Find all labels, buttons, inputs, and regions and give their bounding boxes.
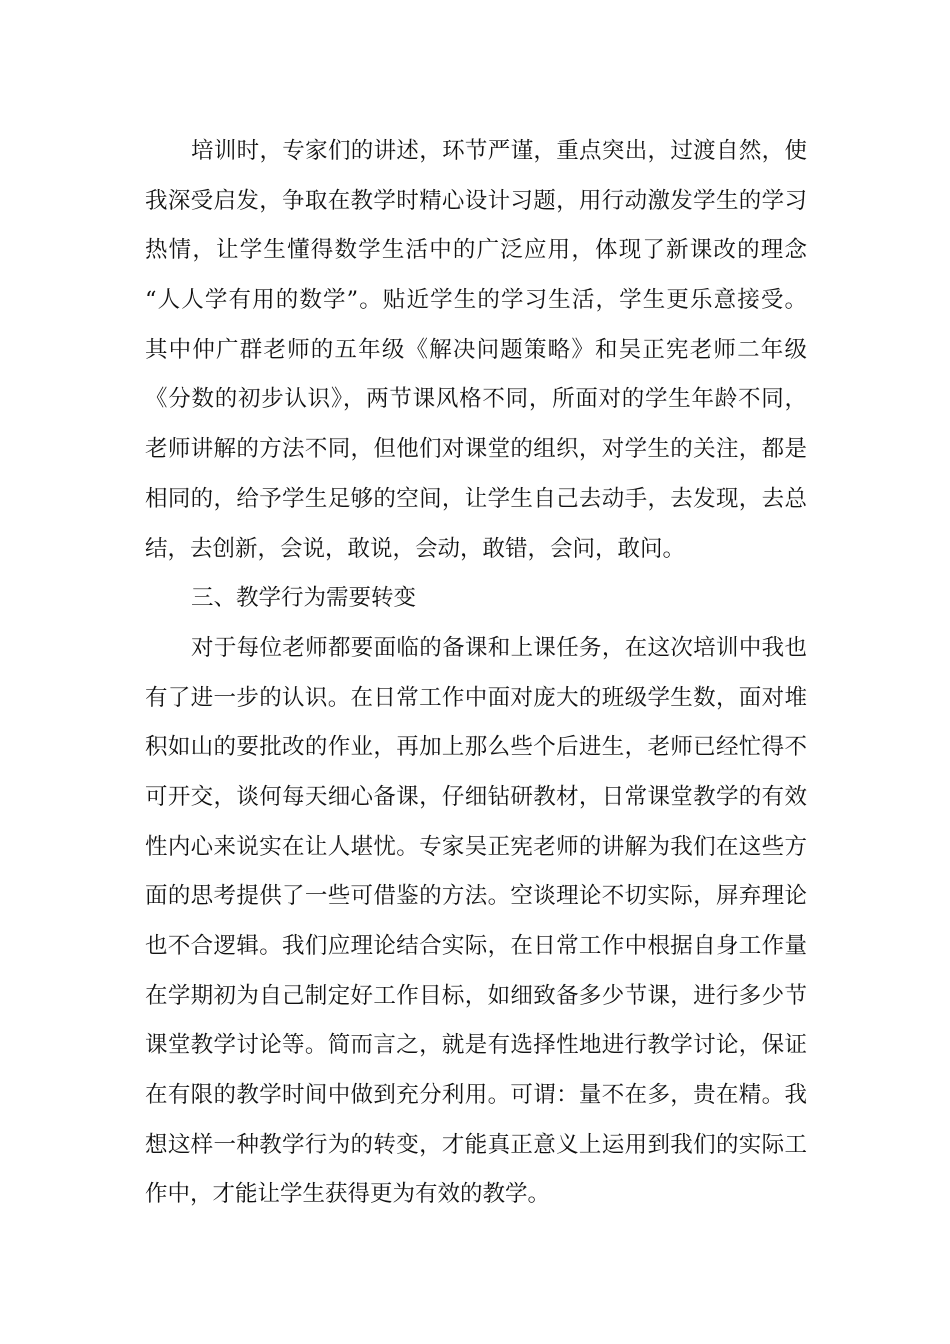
text-line: 想这样一种教学行为的转变，才能真正意义上运用到我们的实际工 (145, 1131, 807, 1158)
text-line: 《分数的初步认识》，两节课风格不同，所面对的学生年龄不同， (145, 386, 807, 413)
text-line: 性内心来说实在让人堪忧。专家吴正宪老师的讲解为我们在这些方 (145, 833, 807, 860)
text-line: 热情，让学生懂得数学生活中的广泛应用，体现了新课改的理念 (145, 237, 807, 264)
text-line: 结，去创新，会说，敢说，会动，敢错，会问，敢问。 (145, 535, 686, 562)
text-line: “人人学有用的数学”。贴近学生的学习生活，学生更乐意接受。 (145, 287, 807, 314)
text-line: 也不合逻辑。我们应理论结合实际，在日常工作中根据自身工作量 (145, 933, 807, 959)
text-line: 老师讲解的方法不同，但他们对课堂的组织，对学生的关注，都是 (145, 436, 807, 463)
text-line: 我深受启发，争取在教学时精心设计习题，用行动激发学生的学习 (145, 187, 807, 214)
text-line: 课堂教学讨论等。简而言之，就是有选择性地进行教学讨论，保证 (145, 1032, 807, 1059)
text-line: 相同的，给予学生足够的空间，让学生自己去动手，去发现，去总 (145, 485, 807, 512)
text-line: 作中，才能让学生获得更为有效的教学。 (145, 1181, 551, 1208)
text-line: 培训时，专家们的讲述，环节严谨，重点突出，过渡自然，使 (191, 138, 807, 164)
text-line: 积如山的要批改的作业，再加上那么些个后进生，老师已经忙得不 (145, 734, 807, 761)
text-line: 有了进一步的认识。在日常工作中面对庞大的班级学生数，面对堆 (145, 684, 807, 711)
document-body (145, 127, 807, 1220)
section-heading-text: 三、教学行为需要转变 (191, 585, 417, 612)
paragraph-teaching-behavior (145, 624, 807, 1220)
text-line: 其中仲广群老师的五年级《解决问题策略》和吴正宪老师二年级 (145, 336, 807, 363)
text-line: 可开交，谈何每天细心备课，仔细钻研教材，日常课堂教学的有效 (145, 783, 807, 810)
paragraph-training-experts (145, 127, 807, 574)
text-line: 面的思考提供了一些可借鉴的方法。空谈理论不切实际，屏弃理论 (145, 883, 807, 910)
text-line: 对于每位老师都要面临的备课和上课任务，在这次培训中我也 (191, 634, 807, 661)
text-line: 在学期初为自己制定好工作目标，如细致备多少节课，进行多少节 (145, 982, 807, 1009)
text-line: 在有限的教学时间中做到充分利用。可谓：量不在多，贵在精。我 (145, 1082, 807, 1109)
section-heading (145, 574, 807, 624)
